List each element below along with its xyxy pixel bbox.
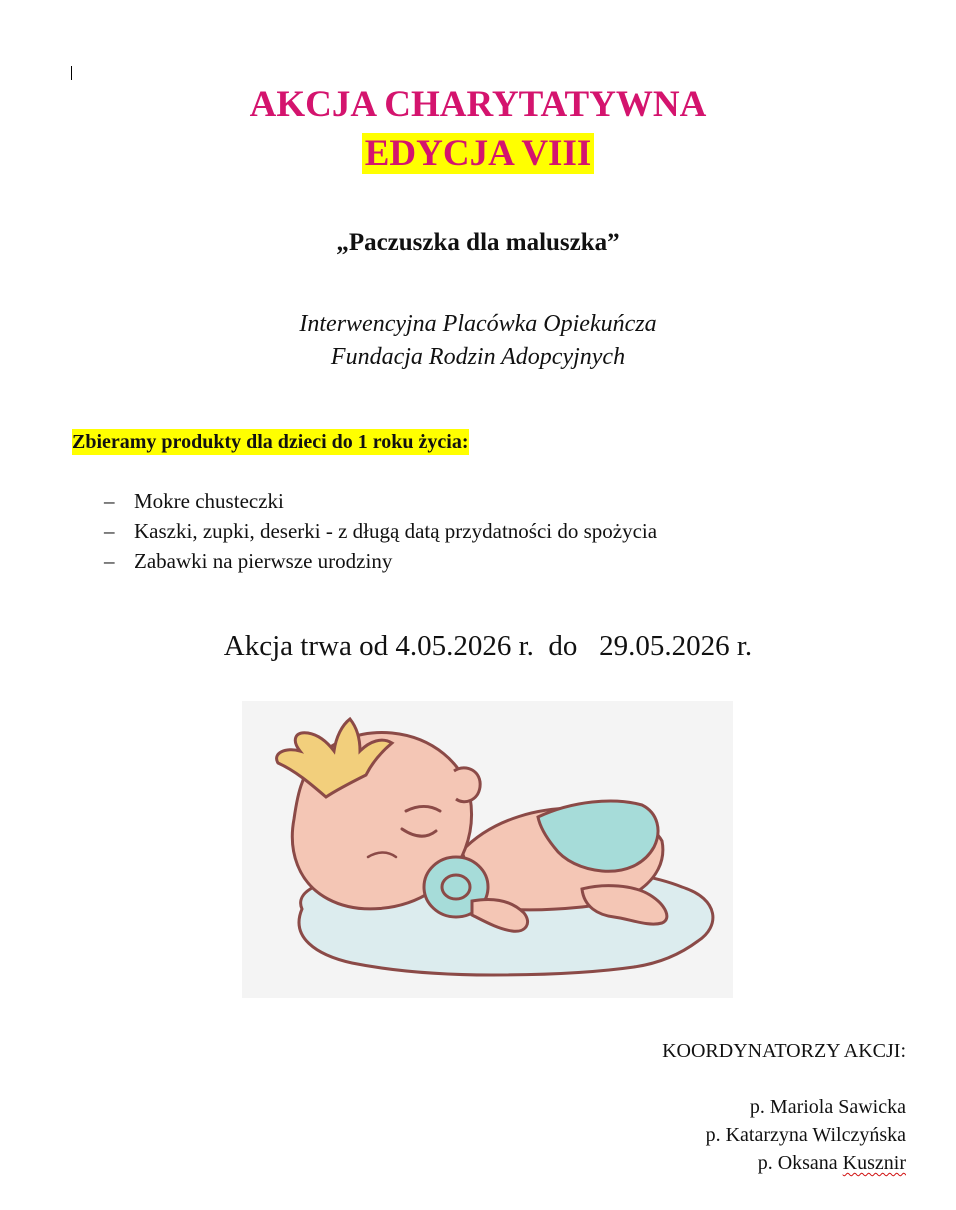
coordinator-name: p. Katarzyna Wilczyńska <box>705 1124 906 1146</box>
bullet-dash: – <box>104 489 115 513</box>
title-line-2-container <box>0 133 956 182</box>
list-item-text: Kaszki, zupki, deserki - z długą datą przydatności do spożycia <box>134 519 658 543</box>
sleeping-baby-illustration <box>242 701 733 998</box>
coordinator-name: p. Mariola Sawicka <box>749 1096 906 1118</box>
campaign-subtitle: „Paczuszka dla maluszka” <box>336 229 620 256</box>
list-item <box>104 546 657 576</box>
title-line-2: EDYCJA VIII <box>362 133 595 174</box>
campaign-dates: Akcja trwa od 4.05.2026 r. do 29.05.2026 r. <box>223 630 753 662</box>
list-item-text: Mokre chusteczki <box>134 489 284 513</box>
title-line-1: AKCJA CHARYTATYWNA <box>249 84 707 125</box>
coordinator-name-prefix: p. Oksana <box>757 1152 843 1174</box>
text-cursor <box>71 66 72 80</box>
organization-line-1: Interwencyjna Placówka Opiekuńcza <box>299 311 657 337</box>
organization-line-2: Fundacja Rodzin Adopcyjnych <box>330 344 626 370</box>
list-item <box>104 486 657 516</box>
list-item <box>104 516 657 546</box>
bullet-dash: – <box>104 519 115 543</box>
coordinators-list <box>706 1093 906 1177</box>
list-item-text: Zabawki na pierwsze urodziny <box>134 549 393 573</box>
coordinators-heading: KOORDYNATORZY AKCJI: <box>662 1040 906 1062</box>
collection-heading: Zbieramy produkty dla dzieci do 1 roku życia: <box>72 431 469 453</box>
collection-list <box>104 486 657 576</box>
bullet-dash: – <box>104 549 115 573</box>
coordinator-name <box>706 1149 906 1177</box>
spellcheck-flagged-surname: Kusznir <box>842 1152 906 1174</box>
